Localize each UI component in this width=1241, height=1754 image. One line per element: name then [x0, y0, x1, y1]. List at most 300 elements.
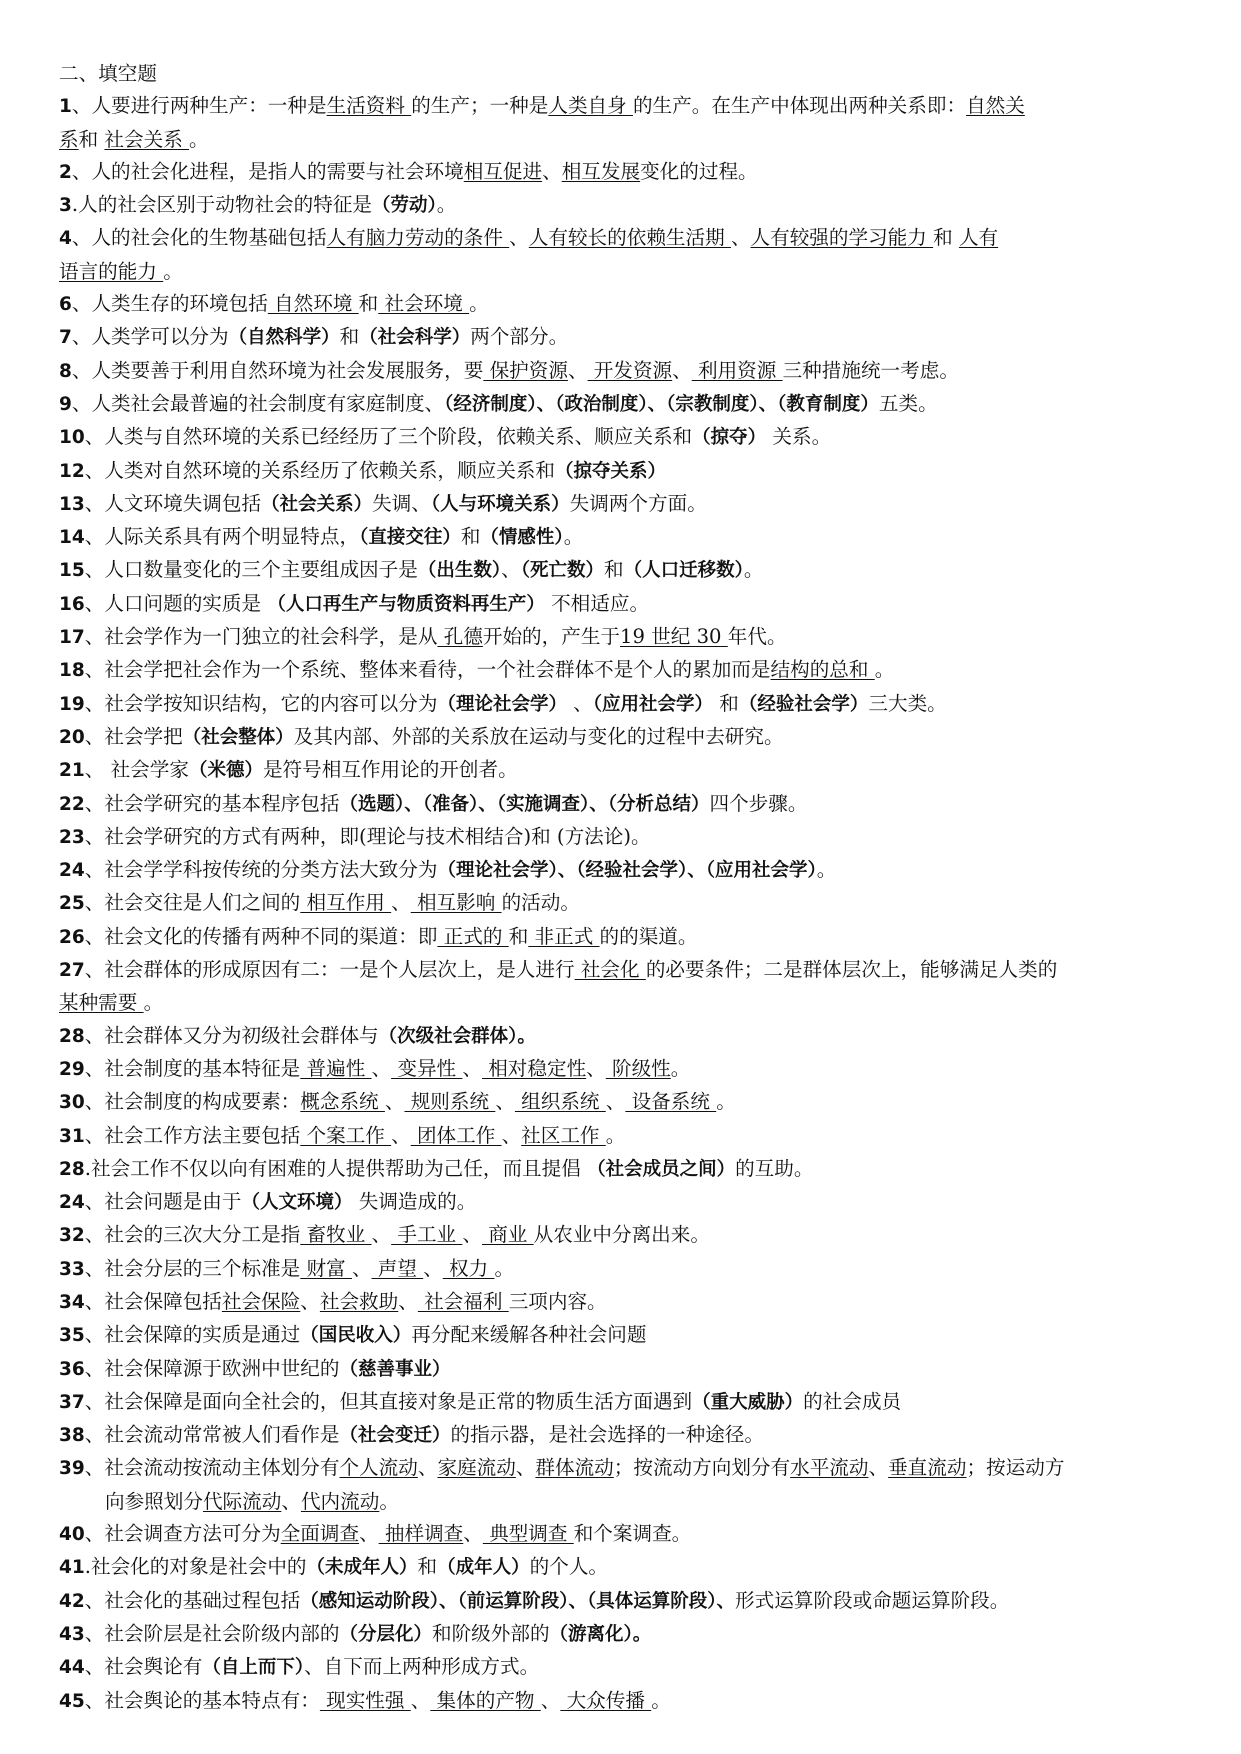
- filled-blank: 群体流动: [535, 1456, 614, 1480]
- bold-answer: （感知运动阶段）、（前运算阶段）、（具体运算阶段）、: [300, 1590, 736, 1612]
- question-number: 30: [59, 1092, 85, 1114]
- filled-blank: 相互影响: [410, 891, 502, 915]
- question-line: [59, 1120, 1189, 1153]
- question-line: [59, 688, 1189, 721]
- bold-answer: （人口再生产与物质资料再生产）: [267, 593, 545, 615]
- question-text: 从农业中分离出来。: [533, 1223, 710, 1247]
- question-text: 年代。: [727, 625, 787, 649]
- filled-blank: 概念系统: [300, 1090, 385, 1114]
- question-text: 的必要条件；二是群体层次上，能够满足人类的: [645, 958, 1058, 982]
- question-text: 、社会的三次大分工是指: [84, 1223, 301, 1247]
- question-text: 开始的，产生于: [482, 625, 621, 649]
- question-text: 、人际关系具有两个明显特点，: [84, 525, 360, 549]
- question-line: [59, 921, 1189, 954]
- question-text: 、: [423, 1256, 443, 1280]
- question-text: 的社会成员: [803, 1389, 902, 1413]
- question-text: 变化的过程。: [640, 159, 758, 183]
- question-number: 19: [59, 693, 85, 715]
- question-line: [59, 189, 1189, 222]
- question-line: [59, 1219, 1189, 1252]
- question-line: [59, 124, 1189, 156]
- question-text: 、: [540, 1688, 561, 1712]
- bold-answer: （选题）、（准备）、（实施调查）、（分析总结）: [339, 793, 710, 815]
- bold-answer: （人文环境）: [241, 1192, 353, 1214]
- filled-blank: 社会环境: [378, 292, 470, 316]
- question-line: [59, 288, 1189, 321]
- question-text: 。: [143, 991, 164, 1015]
- filled-blank: 团体工作: [410, 1123, 502, 1147]
- filled-blank: 人有较强的学习能力: [750, 226, 934, 250]
- filled-blank: 开发资源: [587, 358, 673, 382]
- filled-blank: 社会救助: [319, 1289, 399, 1313]
- question-text: 。: [670, 1056, 691, 1080]
- question-text: 、社会交往是人们之间的: [84, 891, 301, 915]
- bold-answer: （重大威胁）: [692, 1391, 804, 1413]
- filled-blank: 现实性强: [319, 1688, 411, 1712]
- question-text: ；按运动方: [966, 1456, 1065, 1480]
- question-text: 的活动。: [501, 891, 580, 915]
- question-number: 24: [59, 1192, 85, 1214]
- question-text: 、人类对自然环境的关系经历了依赖关系，顺应关系和: [84, 458, 555, 482]
- bold-answer: （游离化）。: [549, 1623, 652, 1645]
- bold-answer: （自上而下）: [202, 1657, 305, 1679]
- question-line: [59, 1518, 1189, 1551]
- bold-answer: （社会关系）: [261, 493, 373, 515]
- filled-blank: 自然环境: [267, 292, 359, 316]
- question-text: 、: [384, 1090, 405, 1114]
- question-line: [59, 1486, 1189, 1518]
- question-text: 、: [300, 1289, 320, 1313]
- question-line: [59, 1651, 1189, 1684]
- filled-blank: 社会化: [574, 958, 646, 982]
- question-text: 不相适应。: [544, 591, 650, 615]
- question-text: ；按流动方向划分有: [613, 1456, 791, 1480]
- question-text: 、人类学可以分为: [71, 325, 229, 349]
- question-text: 四个步骤。: [709, 791, 808, 815]
- question-text: 和: [358, 292, 379, 316]
- filled-blank: 社会福利: [417, 1289, 509, 1313]
- question-text: 、社会学学科按传统的分类方法大致分为: [84, 858, 438, 882]
- question-text: 和个案调查。: [573, 1522, 692, 1546]
- filled-blank: 人类自身: [548, 94, 633, 118]
- bold-answer: （社会成员之间）: [587, 1158, 736, 1180]
- question-text: 、: [567, 358, 588, 382]
- question-text: 、: [371, 1056, 392, 1080]
- filled-blank: 声望: [371, 1256, 424, 1280]
- question-text: 。: [469, 292, 489, 316]
- question-number: 4: [59, 228, 72, 250]
- question-number: 37: [59, 1391, 85, 1413]
- question-text: 和: [713, 691, 739, 715]
- question-number: 41: [59, 1557, 85, 1579]
- question-text: 、人的社会化的生物基础包括: [71, 226, 327, 250]
- question-line: [59, 1186, 1189, 1219]
- question-text: 及其内部、外部的关系放在运动与变化的过程中去研究。: [293, 724, 784, 748]
- question-text: 。: [874, 658, 895, 682]
- question-text: 失调造成的。: [352, 1190, 477, 1214]
- question-text: 和: [460, 525, 481, 549]
- filled-blank: 系: [59, 127, 79, 151]
- question-text: 、自下而上两种形成方式。: [304, 1655, 540, 1679]
- question-text: 。: [651, 1688, 671, 1712]
- question-text: 、人类要善于利用自然环境为社会发展服务，要: [71, 358, 484, 382]
- question-line: [59, 1086, 1189, 1119]
- question-text: 、: [868, 1456, 889, 1480]
- question-line: [59, 1353, 1189, 1386]
- question-number: 36: [59, 1358, 85, 1380]
- question-number: 35: [59, 1325, 85, 1347]
- question-text: 、社会保障源于欧洲中世纪的: [84, 1356, 340, 1380]
- question-number: 39: [59, 1458, 85, 1480]
- bold-answer: （社会科学）: [359, 327, 471, 349]
- filled-blank: 规则系统: [404, 1090, 496, 1114]
- question-text: 形式运算阶段或命题运算阶段。: [735, 1588, 1010, 1612]
- question-line: [59, 588, 1189, 621]
- question-line: [59, 954, 1189, 987]
- question-line: [59, 1253, 1189, 1286]
- question-text: 、: [351, 1256, 372, 1280]
- question-text: 、社会调查方法可分为: [84, 1522, 281, 1546]
- question-number: 21: [59, 760, 85, 782]
- question-text: .: [84, 1555, 91, 1579]
- question-text: 、社会保障是面向全社会的，但其直接对象是正常的物质生活方面遇到: [84, 1389, 693, 1413]
- question-text: 、社会文化的传播有两种不同的渠道：即: [84, 924, 438, 948]
- question-text: 、: [509, 226, 529, 250]
- filled-blank: 抽样调查: [378, 1522, 464, 1546]
- question-text: 、社会群体的形成原因有二：一是个人层次上，是人进行: [84, 958, 575, 982]
- bold-answer: （自然科学）: [228, 327, 340, 349]
- filled-blank: 变异性: [391, 1056, 463, 1080]
- question-text: 。: [716, 1090, 736, 1114]
- filled-blank: 利用资源: [691, 358, 783, 382]
- question-number: 33: [59, 1258, 85, 1280]
- question-number: 13: [59, 493, 85, 515]
- question-number: 20: [59, 726, 85, 748]
- question-text: 、人要进行两种生产：一种是: [71, 94, 327, 118]
- filled-blank: 相互促进: [463, 159, 543, 183]
- filled-blank: 相对稳定性: [481, 1056, 587, 1080]
- question-text: 、: [463, 1522, 483, 1546]
- filled-blank: 人有脑力劳动的条件: [326, 226, 510, 250]
- question-number: 22: [59, 793, 85, 815]
- question-number: 15: [59, 560, 85, 582]
- question-number: 44: [59, 1657, 85, 1679]
- question-line: [59, 721, 1189, 754]
- bold-answer: （出生数）: [417, 560, 502, 582]
- question-text: .: [84, 1156, 91, 1180]
- question-line: [59, 1551, 1189, 1584]
- question-text: 、: [672, 358, 692, 382]
- question-text: 、: [515, 1456, 536, 1480]
- question-text: 和: [933, 226, 959, 250]
- question-number: 27: [59, 960, 85, 982]
- bold-answer: （劳动）: [372, 195, 437, 217]
- bold-answer: （社会变迁）: [339, 1425, 451, 1447]
- question-line: [59, 222, 1189, 255]
- question-text: 、社会舆论的基本特点有：: [84, 1688, 320, 1712]
- question-text: 、: [501, 1123, 522, 1147]
- question-text: 、: [462, 1223, 482, 1247]
- question-text: 、社会学研究的方式有两种，即(理论与技术相结合)和 (方法论)。: [84, 824, 651, 848]
- filled-blank: 代际流动: [202, 1489, 282, 1513]
- question-line: [59, 654, 1189, 687]
- filled-blank: 某种需要: [59, 991, 144, 1015]
- question-line: [59, 1319, 1189, 1352]
- bold-answer: （未成年人）: [306, 1557, 418, 1579]
- question-text: 、社会舆论有: [84, 1655, 203, 1679]
- question-number: 16: [59, 593, 85, 615]
- question-text: 和: [508, 924, 529, 948]
- question-line: [59, 156, 1189, 189]
- bold-answer: （应用社会学）: [592, 693, 714, 715]
- question-line: [59, 1153, 1189, 1186]
- question-number: 9: [59, 393, 72, 415]
- question-text: 、: [410, 1688, 431, 1712]
- question-line: [59, 1053, 1189, 1086]
- filled-blank: 保护资源: [483, 358, 568, 382]
- question-text: 、: [462, 1056, 482, 1080]
- question-text: 失调两个方面。: [569, 491, 707, 515]
- question-line: [59, 1386, 1189, 1419]
- filled-blank: 设备系统: [625, 1090, 717, 1114]
- bold-answer: （人与环境关系）: [430, 493, 570, 515]
- question-text: 、人的社会化进程，是指人的需要与社会环境: [71, 159, 464, 183]
- question-number: 32: [59, 1225, 85, 1247]
- filled-blank: 普遍性: [300, 1056, 372, 1080]
- bold-answer: （次级社会群体）。: [378, 1025, 536, 1047]
- bold-answer: （慈善事业）: [339, 1358, 451, 1380]
- bold-answer: （分层化）: [339, 1623, 432, 1645]
- question-number: 24: [59, 860, 85, 882]
- question-text: 的个人。: [529, 1555, 609, 1579]
- question-number: 6: [59, 294, 72, 316]
- question-text: 、人类与自然环境的关系已经经历了三个阶段，依赖关系、顺应关系和: [84, 425, 693, 449]
- question-number: 1: [59, 96, 72, 118]
- filled-blank: 全面调查: [280, 1522, 360, 1546]
- question-text: 、社会保障包括: [84, 1289, 222, 1313]
- bold-answer: （掠夺关系）: [555, 460, 667, 482]
- question-number: 10: [59, 427, 85, 449]
- question-text: 。: [494, 1256, 515, 1280]
- question-text: 的互助。: [735, 1156, 814, 1180]
- section-title: 二、填空题: [59, 62, 157, 85]
- question-line: [59, 521, 1189, 554]
- question-text: 再分配来缓解各种社会问题: [411, 1323, 647, 1347]
- question-text: 、: [566, 691, 593, 715]
- filled-blank: 相互作用: [300, 891, 392, 915]
- question-text: 、: [542, 159, 562, 183]
- filled-blank: 垂直流动: [888, 1456, 967, 1480]
- question-line: [59, 788, 1189, 821]
- document-page: [59, 58, 1189, 1718]
- bold-answer: （情感性）: [480, 527, 564, 549]
- filled-blank: 正式的: [437, 924, 509, 948]
- question-text: 、: [605, 1090, 626, 1114]
- filled-blank: 水平流动: [790, 1456, 869, 1480]
- question-text: 、社会学作为一门独立的社会科学，是从: [84, 625, 438, 649]
- question-text: 、社会流动按流动主体划分有: [84, 1456, 340, 1480]
- question-line: [59, 1585, 1189, 1618]
- question-line: [59, 887, 1189, 920]
- bold-answer: （掠夺）: [692, 427, 767, 449]
- question-number: 42: [59, 1590, 85, 1612]
- question-text: 失调、: [372, 491, 431, 515]
- question-line: [59, 754, 1189, 787]
- question-number: 31: [59, 1125, 85, 1147]
- question-text: 五类。: [878, 391, 938, 415]
- bold-answer: （理论社会学）、（经验社会学）、（应用社会学）: [437, 860, 817, 882]
- question-text: 、社会学把社会作为一个系统、整体来看待，一个社会群体不是个人的累加而是: [84, 658, 771, 682]
- filled-blank: 社会保险: [221, 1289, 301, 1313]
- question-text: 、人口问题的实质是: [84, 591, 268, 615]
- question-number: 26: [59, 926, 85, 948]
- question-line: [59, 1452, 1189, 1485]
- filled-blank: 社会关系: [104, 127, 190, 151]
- filled-blank: 相互发展: [561, 159, 641, 183]
- question-number: 45: [59, 1690, 85, 1712]
- question-line: [59, 1685, 1189, 1718]
- filled-blank: 组织系统: [514, 1090, 606, 1114]
- filled-blank: 权力: [442, 1256, 495, 1280]
- question-text: 、: [371, 1223, 392, 1247]
- question-number: 25: [59, 893, 85, 915]
- question-line: [59, 621, 1189, 654]
- question-text: 。: [436, 193, 457, 217]
- question-text: 向参照划分: [105, 1489, 203, 1513]
- question-number: 38: [59, 1425, 85, 1447]
- question-text: 三大类。: [868, 691, 947, 715]
- question-text: 。: [189, 127, 209, 151]
- question-text: 、社会制度的构成要素：: [84, 1090, 301, 1114]
- question-text: 、社会问题是由于: [84, 1190, 242, 1214]
- question-text: 关系。: [766, 425, 832, 449]
- question-text: 、社会工作方法主要包括: [84, 1123, 301, 1147]
- question-text: 、社会阶层是社会阶级内部的: [84, 1621, 340, 1645]
- question-text: 、: [417, 1456, 438, 1480]
- question-line: [59, 1419, 1189, 1452]
- question-text: 和阶级外部的: [431, 1621, 550, 1645]
- filled-blank: 大众传播: [560, 1688, 652, 1712]
- bold-answer: （国民收入）: [300, 1325, 412, 1347]
- question-text: 人的社会区别于动物社会的特征是: [78, 193, 373, 217]
- question-text: 、: [391, 891, 411, 915]
- filled-blank: 商业: [481, 1223, 534, 1247]
- filled-blank: 畜牧业: [300, 1223, 372, 1247]
- bold-answer: （成年人）: [437, 1557, 530, 1579]
- question-number: 34: [59, 1291, 85, 1313]
- question-line: [59, 455, 1189, 488]
- question-line: [59, 821, 1189, 854]
- filled-blank: 语言的能力: [59, 259, 164, 283]
- question-text: 、人类生存的环境包括: [71, 292, 268, 316]
- question-text: 和: [78, 127, 105, 151]
- filled-blank: 个人流动: [339, 1456, 418, 1480]
- question-text: 、社会制度的基本特征是: [84, 1056, 301, 1080]
- question-text: .: [71, 193, 79, 217]
- question-text: 、社会保障的实质是通过: [84, 1323, 301, 1347]
- question-number: 8: [59, 360, 72, 382]
- question-line: [59, 256, 1189, 288]
- filled-blank: 代内流动: [300, 1489, 380, 1513]
- question-text: 、社会学把: [84, 724, 183, 748]
- question-text: 。: [816, 858, 837, 882]
- question-text: 的生产；一种是: [411, 94, 549, 118]
- question-text: 、社会学研究的基本程序包括: [84, 791, 340, 815]
- filled-blank: 自然关: [966, 94, 1025, 118]
- filled-blank: 人有较长的依赖生活期: [528, 226, 731, 250]
- question-line: [59, 488, 1189, 521]
- question-text: 、人口数量变化的三个主要组成因子是: [84, 558, 418, 582]
- question-text: 、 社会学家: [84, 758, 189, 782]
- filled-blank: 社区工作: [521, 1123, 606, 1147]
- bold-answer: （经验社会学）: [738, 693, 869, 715]
- question-text: 。: [605, 1123, 626, 1147]
- question-number: 28: [59, 1025, 85, 1047]
- question-text: 。: [163, 259, 183, 283]
- question-text: 、: [398, 1289, 418, 1313]
- filled-blank: 集体的产物: [430, 1688, 541, 1712]
- question-text: 和: [339, 325, 360, 349]
- bold-answer: （死亡数）: [520, 560, 604, 582]
- filled-blank: 手工业: [391, 1223, 463, 1247]
- question-text: 、社会流动常常被人们看作是: [84, 1423, 340, 1447]
- question-text: 社会工作不仅以向有困难的人提供帮助为己任，而且提倡: [90, 1156, 588, 1180]
- question-text: 。: [379, 1489, 399, 1513]
- bold-answer: （经济制度）、（政治制度）、（宗教制度）、（教育制度）: [444, 393, 879, 415]
- question-line: [59, 554, 1189, 587]
- question-line: [59, 355, 1189, 388]
- question-number: 3: [59, 195, 72, 217]
- bold-answer: （社会整体）: [182, 726, 294, 748]
- question-text: 、社会化的基础过程包括: [84, 1588, 301, 1612]
- question-text: 的指示器，是社会选择的一种途径。: [450, 1423, 764, 1447]
- bold-answer: （直接交往）: [359, 527, 461, 549]
- question-number: 29: [59, 1058, 85, 1080]
- question-text: 、人文环境失调包括: [84, 491, 262, 515]
- filled-blank: 结构的总和: [770, 658, 875, 682]
- question-number: 18: [59, 660, 85, 682]
- filled-blank: 人有: [958, 226, 999, 250]
- bold-answer: （米德）: [188, 760, 263, 782]
- filled-blank: 家庭流动: [437, 1456, 516, 1480]
- question-number: 2: [59, 161, 72, 183]
- question-line: [59, 987, 1189, 1019]
- question-line: [59, 1618, 1189, 1651]
- question-text: 、社会学按知识结构，它的内容可以分为: [84, 691, 438, 715]
- question-list: [59, 90, 1189, 1718]
- filled-blank: 财富: [300, 1256, 352, 1280]
- question-number: 17: [59, 627, 85, 649]
- question-text: 、: [730, 226, 751, 250]
- question-number: 28: [59, 1158, 85, 1180]
- question-number: 14: [59, 527, 85, 549]
- question-text: 社会化的对象是社会中的: [90, 1555, 307, 1579]
- question-line: [59, 90, 1189, 123]
- question-text: 、: [586, 1056, 606, 1080]
- question-text: 。: [563, 525, 584, 549]
- filled-blank: 阶级性: [605, 1056, 671, 1080]
- question-text: 和: [417, 1555, 438, 1579]
- question-line: [59, 421, 1189, 454]
- question-number: 7: [59, 327, 72, 349]
- filled-blank: 典型调查: [482, 1522, 574, 1546]
- filled-blank: 非正式: [528, 924, 600, 948]
- question-line: [59, 1286, 1189, 1319]
- bold-answer: （人口迁移数）: [623, 560, 744, 582]
- question-line: [59, 1020, 1189, 1053]
- question-line: [59, 321, 1189, 354]
- question-text: 的生产。在生产中体现出两种关系即：: [632, 94, 967, 118]
